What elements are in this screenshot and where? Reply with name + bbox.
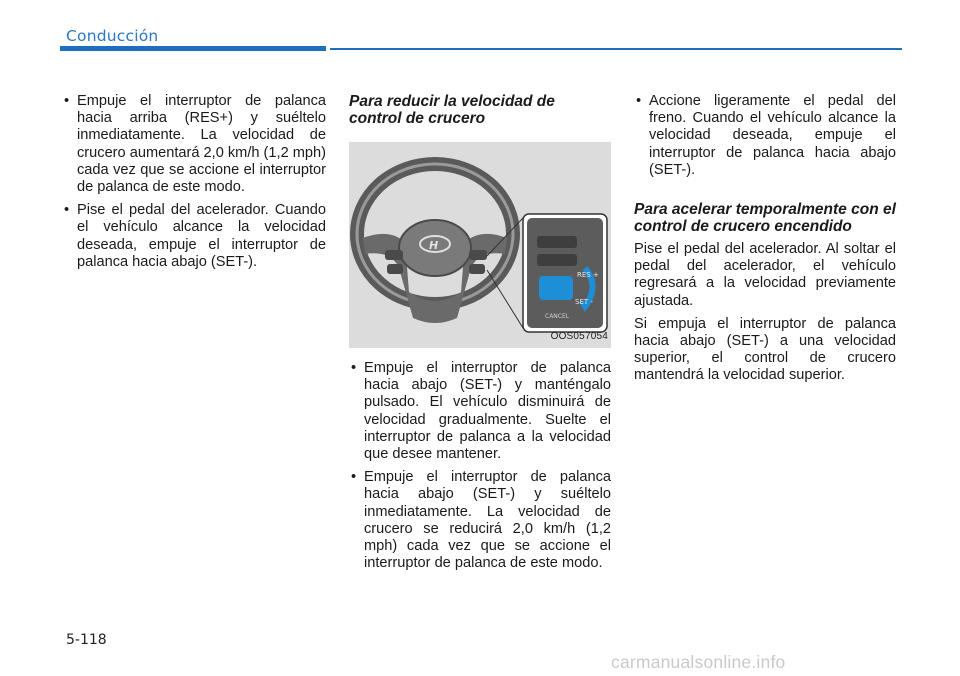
- list-item: • Empuje el interruptor de palanca hacia abajo (SET-) y suéltelo inmediatamente. La velocidad de crucero se reducirá 2,0 km/h (1,2 mph) cada vez que se accione el interruptor de palanca de este modo.: [349, 469, 611, 572]
- inset-button: [537, 254, 577, 266]
- left-switch: [387, 264, 403, 274]
- cruise-toggle-switch: [539, 276, 573, 300]
- page-number: 5-118: [66, 632, 107, 648]
- paragraph: Si empuja el interruptor de palanca hacia abajo (SET-) a una velocidad superior, el control de crucero mantendrá la velocidad superior.: [634, 315, 896, 384]
- column-3: [634, 93, 896, 391]
- column-1: [62, 93, 326, 277]
- switch-label-cancel: CANCEL: [545, 313, 570, 320]
- subheading-reduce-speed: Para reducir la velocidad de control de crucero: [349, 93, 555, 127]
- paragraph: Pise el pedal del acelerador. Al soltar el pedal del acelerador, el vehículo regresará a la velocidad previamente ajustada.: [634, 241, 896, 309]
- steering-wheel-illustration: [349, 142, 611, 348]
- left-switch: [385, 250, 403, 260]
- bullet-list: [62, 93, 326, 271]
- brand-logo-letter: H: [429, 239, 439, 252]
- figure-code: OOS057054: [550, 330, 608, 342]
- header-rule-thick: [60, 46, 326, 51]
- inset-button: [537, 236, 577, 248]
- bullet-list: [634, 93, 896, 179]
- list-item: • Empuje el interruptor de palanca hacia abajo (SET-) y manténgalo pulsado. El vehículo disminuirá de velocidad gradualmente. Suelte el interruptor de palanca a la velocidad que desee mantener.: [349, 360, 611, 463]
- steering-wheel-figure: [349, 142, 611, 348]
- section-title: Conducción: [66, 27, 159, 45]
- subheading-accelerate: Para acelerar temporalmente con el control de crucero encendido: [634, 201, 896, 236]
- bullet-list: [349, 360, 611, 572]
- column-2: [349, 93, 611, 578]
- list-item: • Pise el pedal del acelerador. Cuando el vehículo alcance la velocidad deseada, empuje el interruptor de palanca hacia abajo (SET-).: [62, 202, 326, 271]
- right-switch: [469, 264, 485, 274]
- right-switch: [469, 250, 487, 260]
- list-item: • Empuje el interruptor de palanca hacia arriba (RES+) y suéltelo inmediatamente. La velocidad de crucero aumentará 2,0 km/h (1,2 mph) cada vez que se accione el interruptor de palanca de este modo.: [62, 93, 326, 196]
- watermark: carmanualsonline.info: [611, 652, 786, 672]
- header-rule-thin: [330, 48, 902, 50]
- leader-line: [487, 270, 523, 328]
- list-item: • Accione ligeramente el pedal del freno. Cuando el vehículo alcance la velocidad deseada, empuje el interruptor de palanca hacia abajo (SET-).: [634, 93, 896, 179]
- switch-label-res: RES +: [577, 271, 599, 279]
- switch-label-set: SET -: [575, 298, 593, 306]
